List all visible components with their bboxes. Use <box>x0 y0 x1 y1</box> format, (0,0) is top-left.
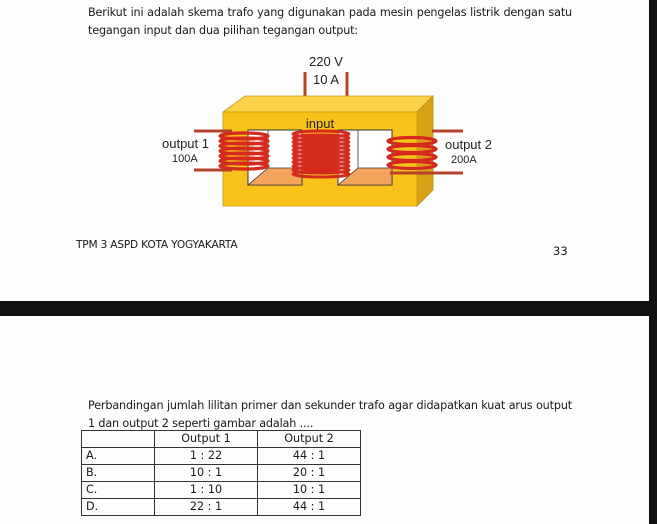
option-letter: B. <box>82 465 155 482</box>
answer-options-table <box>81 430 361 516</box>
output2-ratio: 10 : 1 <box>258 482 361 499</box>
table-row <box>82 465 361 482</box>
option-letter: C. <box>82 482 155 499</box>
input-coil-label: input <box>305 116 335 131</box>
output2-ratio: 44 : 1 <box>258 499 361 516</box>
output1-ratio: 22 : 1 <box>155 499 258 516</box>
table-header-cell: Output 1 <box>155 431 258 448</box>
option-letter: A. <box>82 448 155 465</box>
output1-ratio: 1 : 22 <box>155 448 258 465</box>
output2-current-label: 200A <box>451 154 477 166</box>
table-header-cell: Output 2 <box>258 431 361 448</box>
page-footer-institution: TPM 3 ASPD KOTA YOGYAKARTA <box>76 239 238 251</box>
table-row <box>82 448 361 465</box>
output1-ratio: 1 : 10 <box>155 482 258 499</box>
output1-current-label: 100A <box>172 153 198 165</box>
output1-ratio: 10 : 1 <box>155 465 258 482</box>
intro-paragraph: Berikut ini adalah skema trafo yang digunakan pada mesin pengelas listrik dengan satu tegangan input dan dua pilihan tegangan output: <box>88 6 572 37</box>
output1-label: output 1 <box>162 136 209 151</box>
table-header-cell <box>82 431 155 448</box>
table-row <box>82 499 361 516</box>
option-letter: D. <box>82 499 155 516</box>
question-paragraph: Perbandingan jumlah lilitan primer dan sekunder trafo agar didapatkan kuat arus output 1 dan output 2 seperti gambar adalah .... <box>88 399 572 430</box>
input-current-label: 10 A <box>312 72 340 87</box>
transformer-diagram <box>150 50 510 210</box>
output2-ratio: 44 : 1 <box>258 448 361 465</box>
page-number: 33 <box>553 244 568 258</box>
output2-ratio: 20 : 1 <box>258 465 361 482</box>
table-row <box>82 482 361 499</box>
input-voltage-label: 220 V <box>309 54 343 69</box>
output2-label: output 2 <box>445 137 492 152</box>
table-header-row <box>82 431 361 448</box>
